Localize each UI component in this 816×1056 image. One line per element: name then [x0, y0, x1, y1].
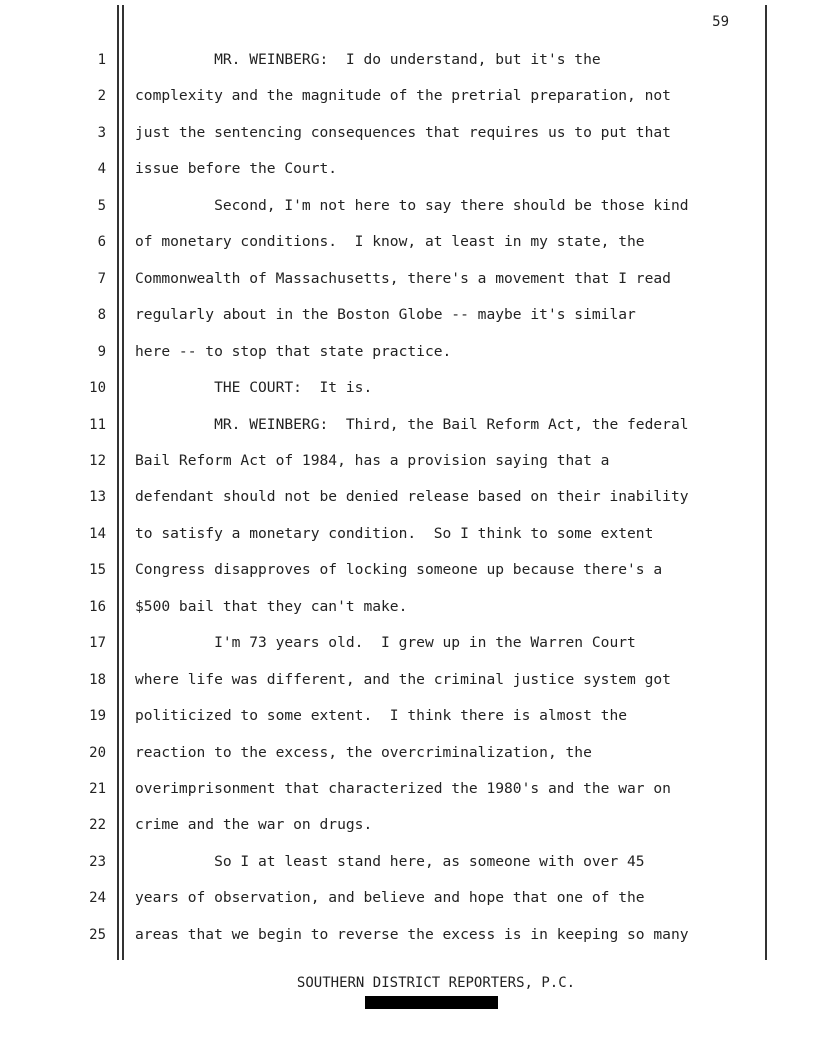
transcript-line-text: years of observation, and believe and hope that one of the — [135, 889, 645, 907]
transcript-line-text: areas that we begin to reverse the excess is in keeping so many — [135, 925, 689, 943]
transcript-line-text: overimprisonment that characterized the 1980's and the war on — [135, 780, 671, 797]
redaction-bar — [365, 996, 498, 1009]
transcript-line-text: where life was different, and the criminal justice system got — [135, 670, 671, 688]
line-number: 13 — [89, 489, 106, 506]
line-number: 15 — [89, 562, 106, 579]
line-number: 21 — [89, 781, 106, 797]
transcript-line-text: defendant should not be denied release based on their inability — [135, 488, 689, 506]
page-number: 59 — [712, 14, 729, 30]
line-number: 11 — [89, 416, 106, 433]
transcript-line-text: $500 bail that they can't make. — [135, 597, 408, 615]
line-number: 20 — [89, 744, 106, 761]
right-margin-rule — [765, 5, 767, 960]
line-number: 12 — [89, 452, 106, 469]
line-number: 23 — [89, 853, 106, 870]
left-margin-rule-outer — [117, 5, 119, 960]
transcript-line-text: just the sentencing consequences that requires us to put that — [135, 123, 671, 141]
line-number: 9 — [97, 343, 106, 360]
line-number: 5 — [97, 197, 106, 214]
line-number: 3 — [97, 124, 106, 141]
transcript-line-text: Bail Reform Act of 1984, has a provision saying that a — [135, 451, 610, 469]
transcript-line-text: here -- to stop that state practice. — [135, 342, 452, 360]
transcript-line-text: THE COURT: It is. — [135, 379, 373, 397]
line-number: 14 — [89, 525, 106, 542]
line-number: 4 — [97, 161, 106, 178]
line-number: 19 — [89, 708, 106, 725]
line-number: 7 — [97, 270, 106, 287]
line-number: 1 — [97, 52, 106, 68]
left-margin-rule-inner — [122, 5, 124, 960]
transcript-line-text: So I at least stand here, as someone with over 45 — [135, 852, 645, 870]
line-number: 10 — [89, 380, 106, 397]
transcript-line-text: Second, I'm not here to say there should be those kind — [135, 196, 689, 214]
line-number: 2 — [97, 88, 106, 105]
line-number: 16 — [89, 598, 106, 615]
transcript-line-text: I'm 73 years old. I grew up in the Warren Court — [135, 634, 636, 652]
line-number: 25 — [89, 926, 106, 943]
line-number: 24 — [89, 890, 106, 907]
transcript-line-text: MR. WEINBERG: Third, the Bail Reform Act, the federal — [135, 415, 689, 433]
transcript-line-text: politicized to some extent. I think there is almost the — [135, 707, 628, 725]
transcript-line-text: complexity and the magnitude of the pretrial preparation, not — [135, 87, 671, 105]
transcript-line-text: MR. WEINBERG: I do understand, but it's the — [135, 51, 601, 68]
transcript-line-text: regularly about in the Boston Globe -- maybe it's similar — [135, 306, 636, 324]
transcript-line-text: reaction to the excess, the overcriminalization, the — [135, 743, 592, 761]
transcript-line-text: Commonwealth of Massachusetts, there's a movement that I read — [135, 269, 671, 287]
line-number: 22 — [89, 817, 106, 834]
transcript-line-text: issue before the Court. — [135, 160, 338, 178]
line-number: 6 — [97, 234, 106, 251]
line-number: 8 — [97, 307, 106, 324]
transcript-line-text: of monetary conditions. I know, at least in my state, the — [135, 233, 645, 251]
line-number: 18 — [89, 671, 106, 688]
line-number: 17 — [89, 635, 106, 652]
transcript-line-text: Congress disapproves of locking someone up because there's a — [135, 561, 663, 579]
transcript-line-text: to satisfy a monetary condition. So I think to some extent — [135, 524, 654, 542]
transcript-line-text: crime and the war on drugs. — [135, 816, 373, 834]
footer-reporter-name: SOUTHERN DISTRICT REPORTERS, P.C. — [296, 975, 576, 991]
